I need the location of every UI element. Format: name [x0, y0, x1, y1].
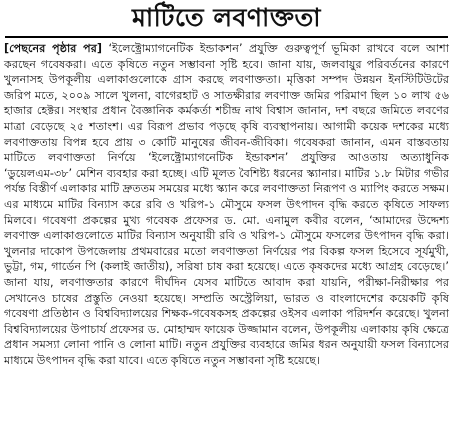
article-body: [4, 41, 449, 368]
headline: মাটিতে লবণাক্ততা: [131, 3, 322, 32]
continued-from-label: [পেছনের পৃষ্ঠার পর]: [4, 42, 103, 55]
article-body-text: ‘ইলেক্ট্রোম্যাগনেটিক ইন্ডাকশন’ প্রযুক্তি গুরুত্বপূর্ণ ভূমিকা রাখবে বলে আশা করছেন গবেষকরা। এতে কৃষিতে নতুন সম্ভাবনা সৃষ্টি হবে। জানা যায়, জলবায়ুর পরিবর্তনের কারণে খুলনাসহ উপকূলীয় এলাকাগুলোকে গ্রাস করছে লবণাক্ততা। মৃত্তিকা সম্পদ উন্নয়ন ইনস্টিটিউটের জরিপ মতে, ২০০৯ সালে খুলনা, বাগেরহাট ও সাতক্ষীরার লবণাক্ত জমির পরিমাণ ছিল ১০ লাখ ৫৬ হাজার হেক্টর। সংস্থার প্রধান বৈজ্ঞানিক কর্মকর্তা শচীন্দ্র নাথ বিশ্বাস জানান, দশ বছরে জমিতে লবণের মাত্রা বেড়েছে ২৫ শতাংশ। এর বিরূপ প্রভাব পড়ছে কৃষি ব্যবস্থাপনায়। আগামী কয়েক দশকের মধ্যে লবণাক্ততায় বিপন্ন হবে প্রায় ৩ কোটি মানুষের জীবন-জীবিকা। গবেষকরা জানান, এমন বাস্তবতায় মাটিতে লবণাক্ততা নির্ণয়ে ‘ইলেক্ট্রোম্যাগনেটিক ইন্ডাকশন’ প্রযুক্তির আওতায় অত্যাধুনিক ‘ডুয়েলএম-৩৮’ মেশিন ব্যবহার করা হচ্ছে। এটি মূলত বৈশিষ্ট্য ধরনের স্ক্যানার। মাটির ১.৮ মিটার গভীর পর্যন্ত বিস্তীর্ণ এলাকার মাটি দ্রুততম সময়ের মধ্যে স্ক্যান করে লবণাক্ততা নিরূপণ ও ম্যাপিং করতে সক্ষম। এর মাধ্যমে মাটির বিন্যাস করে রবি ও খরিপ-১ মৌসুমে ফসল উৎপাদন বৃদ্ধি করতে কৃষিতে সাফল্য মিলবে। গবেষণা প্রকল্পের মুখ্য গবেষক প্রফেসর ড. মো. এনামুল কবীর বলেন, ‘আমাদের উদ্দেশ্য লবণাক্ত এলাকাগুলোতে মাটির বিন্যাস অনুযায়ী রবি ও খরিপ-১ মৌসুমে ফসলের উৎপাদন বৃদ্ধি করা। খুলনার দাকোপ উপজেলায় প্রথমবারের মতো লবণাক্ততা নির্ণয়ের পর বিকল্প ফসল হিসেবে সূর্যমুখী, ভুট্টা, গম, গার্ডেন পি (কলাই জাতীয়), সরিষা চাষ করা হয়েছে। এতে কৃষকদের মধ্যে আগ্রহ বেড়েছে।’ জানা যায়, লবণাক্ততার কারণে দীর্ঘদিন যেসব মাটিতে আবাদ করা যায়নি, পরীক্ষা-নিরীক্ষার পর সেখানেও চাষের প্রস্তুতি নেওয়া হয়েছে। সম্প্রতি অস্ট্রেলিয়া, ভারত ও বাংলাদেশের কয়েকটি কৃষি গবেষণা প্রতিষ্ঠান ও বিশ্ববিদ্যালয়ের শিক্ষক-গবেষকসহ প্রকল্পের ওইসব এলাকা পরিদর্শন করেছে। খুলনা বিশ্ববিদ্যালয়ের উপাচার্য প্রফেসর ড. মোহাম্মদ ফায়েক উজ্জামান বলেন, উপকূলীয় এলাকায় কৃষি ক্ষেত্রে প্রধান সমস্যা লোনা পানি ও লোনা মাটি। নতুন প্রযুক্তির ব্যবহারে জমির ধরন অনুযায়ী ফসল বিন্যাসের মাধ্যমে উৎপাদন বৃদ্ধি করা যাবে। এতে কৃষিতে নতুন সম্ভাবনা সৃষ্টি হয়েছে।: [4, 42, 449, 367]
headline-underline: [5, 36, 448, 38]
